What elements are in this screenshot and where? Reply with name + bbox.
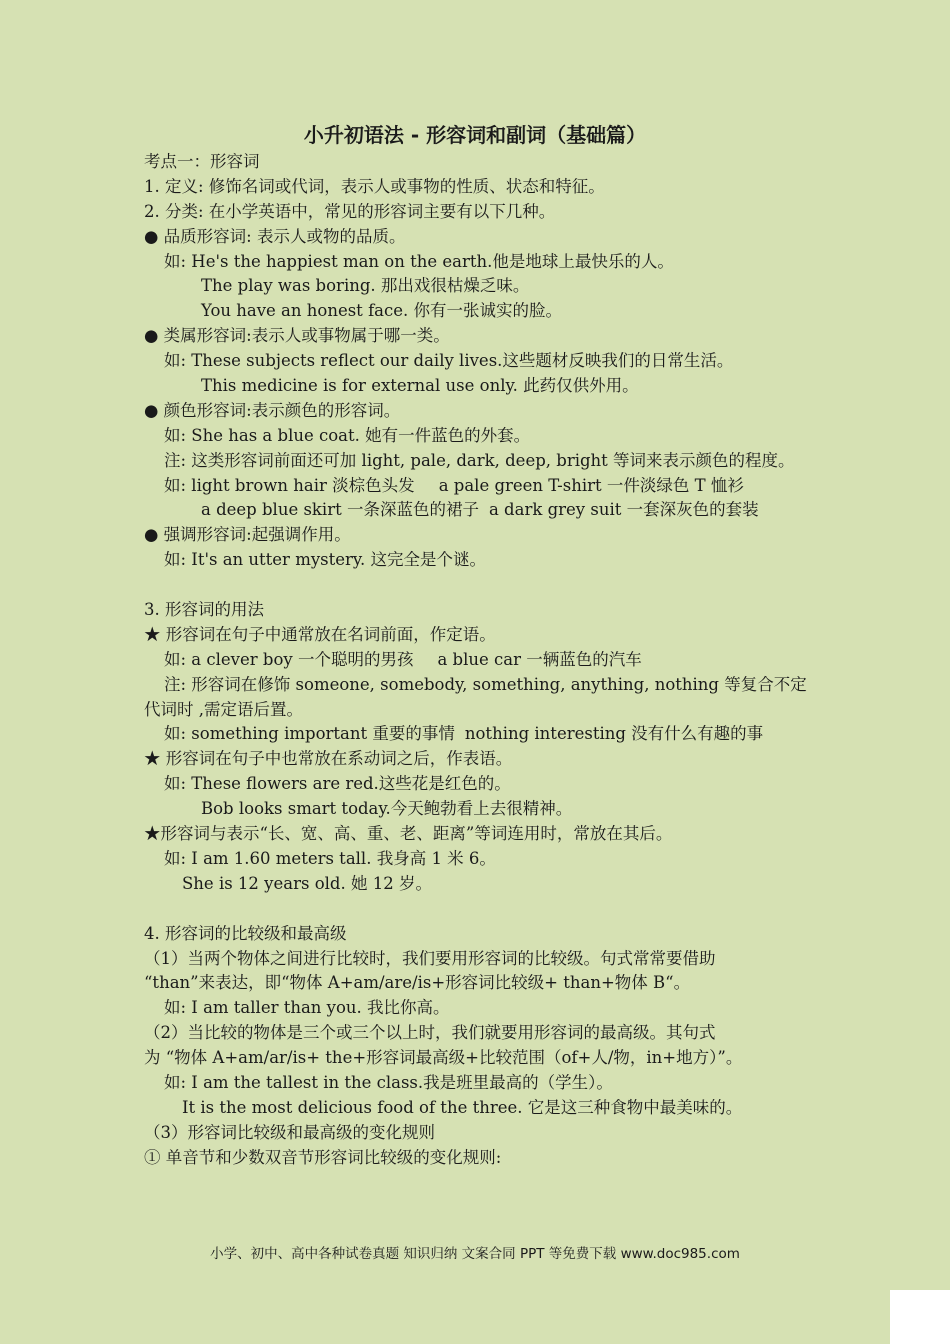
note-line: 注: 形容词在修饰 someone, somebody, something, anything, nothing 等复合不定 [164,674,807,694]
classification-line: 2. 分类: 在小学英语中，常见的形容词主要有以下几种。 [144,201,556,221]
bullet-quality: ● 品质形容词: 表示人或物的品质。 [144,226,406,246]
example-line: 如: I am taller than you. 我比你高。 [164,998,450,1018]
example-line: 如: It's an utter mystery. 这完全是个谜。 [164,550,487,570]
subsection-heading: （3）形容词比较级和最高级的变化规则 [144,1122,435,1142]
example-phrase: a blue car 一辆蓝色的汽车 [437,649,642,669]
example-line: This medicine is for external use only. 此药仅供外用。 [201,376,639,396]
rule-line: ★ 形容词在句子中通常放在名词前面，作定语。 [144,624,496,644]
blank-line [144,897,814,922]
example-line: 如: He's the happiest man on the earth.他是地球上最快乐的人。 [164,251,674,271]
example-line: 如: These flowers are red.这些花是红色的。 [164,774,511,794]
note-line: 注: 这类形容词前面还可加 light, pale, dark, deep, bright 等词来表示颜色的程度。 [164,450,795,470]
example-phrase: 如: something important 重要的事情 [164,724,455,744]
example-phrase: nothing interesting 没有什么有趣的事 [464,724,764,744]
corner-block [890,1290,950,1344]
example-line [144,498,814,523]
section-heading: 考点一：形容词 [144,152,260,171]
paragraph-line: （1）当两个物体之间进行比较时，我们要用形容词的比较级。句式常常要借助 [144,948,716,968]
example-line: It is the most delicious food of the three. 它是这三种食物中最美味的。 [182,1097,743,1117]
example-phrase: a dark grey suit 一套深灰色的套装 [488,500,759,520]
paragraph-line: （2）当比较的物体是三个或三个以上时，我们就要用形容词的最高级。其句式 [144,1023,716,1043]
example-line: She is 12 years old. 她 12 岁。 [182,873,432,893]
document-body [144,150,814,1171]
page-footer: 小学、初中、高中各种试卷真题 知识归纳 文案合同 PPT 等免费下载 www.doc985.com [210,1246,740,1262]
example-line [144,474,814,499]
example-line [144,722,814,747]
paragraph-line: “than”来表达，即“物体 A+am/are/is+形容词比较级+ than+物体 B“。 [144,973,691,993]
example-line: Bob looks smart today.今天鲍勃看上去很精神。 [201,799,573,819]
definition-line: 1. 定义: 修饰名词或代词，表示人或事物的性质、状态和特征。 [144,176,605,196]
section-heading: 3. 形容词的用法 [144,600,264,620]
bullet-category: ● 类属形容词:表示人或事物属于哪一类。 [144,326,450,346]
example-phrase: a pale green T-shirt 一件淡绿色 T 恤衫 [438,475,744,495]
bullet-emphasis: ● 强调形容词:起强调作用。 [144,525,351,545]
blank-line [144,573,814,598]
example-phrase: 如: a clever boy 一个聪明的男孩 [164,649,414,669]
page-title: 小升初语法 - 形容词和副词（基础篇） [303,123,647,147]
example-phrase: a deep blue skirt 一条深蓝色的裙子 [201,500,479,520]
note-line: 代词时 ,需定语后置。 [144,699,303,719]
example-line: 如: She has a blue coat. 她有一件蓝色的外套。 [164,425,531,445]
bullet-color: ● 颜色形容词:表示颜色的形容词。 [144,400,401,420]
example-line: 如: These subjects reflect our daily lives.这些题材反映我们的日常生活。 [164,351,734,371]
example-line: 如: I am the tallest in the class.我是班里最高的（学生）。 [164,1072,613,1092]
paragraph-line: 为 “物体 A+am/ar/is+ the+形容词最高级+比较范围（of+人/物，in+地方）”。 [144,1048,743,1068]
section-heading: 4. 形容词的比较级和最高级 [144,923,347,943]
example-line: The play was boring. 那出戏很枯燥乏味。 [201,276,530,296]
example-phrase: 如: light brown hair 淡棕色头发 [164,475,415,495]
example-line: You have an honest face. 你有一张诚实的脸。 [201,301,563,321]
example-line: 如: I am 1.60 meters tall. 我身高 1 米 6。 [164,848,496,868]
rule-line: ★ 形容词在句子中也常放在系动词之后，作表语。 [144,749,513,769]
subsection-heading: ① 单音节和少数双音节形容词比较级的变化规则: [144,1147,502,1167]
example-line [144,648,814,673]
rule-line: ★形容词与表示“长、宽、高、重、老、距离”等词连用时，常放在其后。 [144,824,673,844]
